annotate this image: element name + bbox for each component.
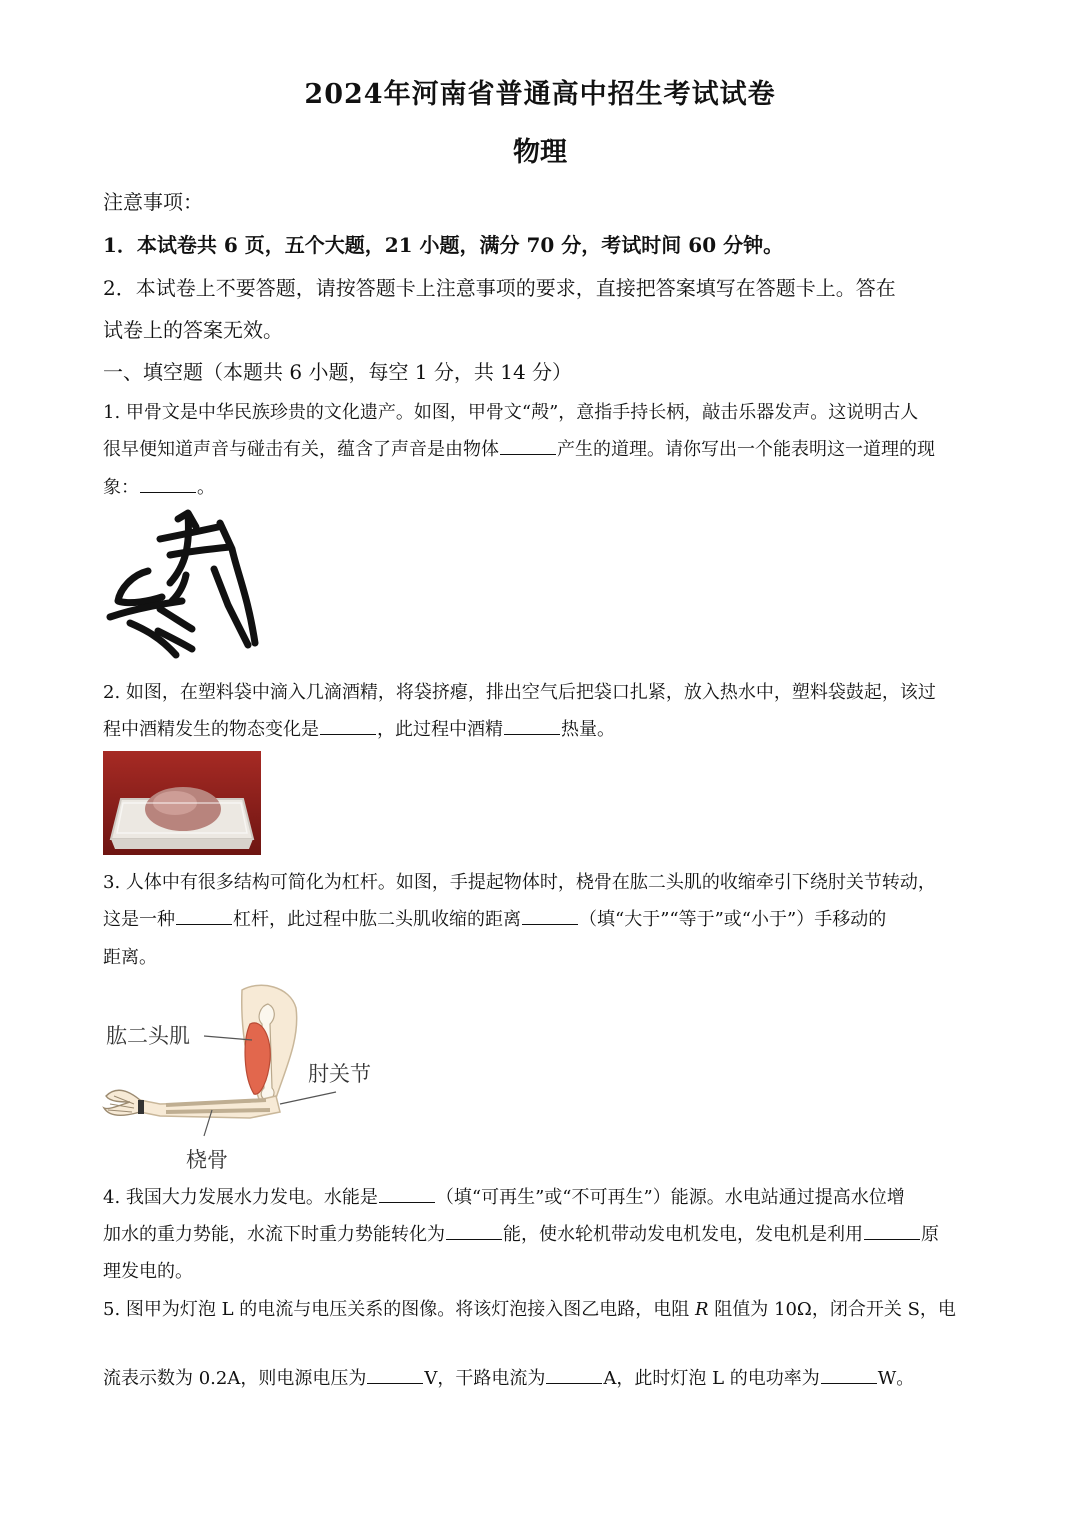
q5-blank-2[interactable] bbox=[546, 1367, 602, 1384]
q4-blank-1[interactable] bbox=[379, 1186, 435, 1203]
q3-text-b: 杠杆，此过程中肱二头肌收缩的距离 bbox=[233, 909, 521, 930]
notes-heading: 注意事项： bbox=[103, 190, 203, 214]
q4-line-3: 理发电的。 bbox=[103, 1261, 193, 1282]
exam-title: 2024年河南省普通高中招生考试试卷 bbox=[304, 79, 776, 110]
q2-line-1: 2. 如图，在塑料袋中滴入几滴酒精，将袋挤瘪，排出空气后把袋口扎紧，放入热水中，塑料袋鼓起，该过 bbox=[103, 682, 936, 703]
q1-line-3 bbox=[103, 473, 215, 499]
q3-text-c: （填“大于”“等于”或“小于”）手移动的 bbox=[579, 909, 887, 930]
notes-item-1: 1．本试卷共 6 页，五个大题，21 小题，满分 70 分，考试时间 60 分钟。 bbox=[103, 233, 784, 257]
section-1-heading: 一、填空题（本题共 6 小题，每空 1 分，共 14 分） bbox=[103, 360, 573, 384]
q3-line-3: 距离。 bbox=[103, 947, 157, 968]
label-radius: 桡骨 bbox=[186, 1148, 228, 1172]
q1-text-d: 。 bbox=[197, 477, 215, 498]
q3-text-a: 这是一种 bbox=[103, 909, 175, 930]
q4-text-d: 能，使水轮机带动发电机发电，发电机是利用 bbox=[503, 1224, 863, 1245]
q2-blank-2[interactable] bbox=[504, 718, 560, 735]
q4-blank-2[interactable] bbox=[446, 1223, 502, 1240]
q4-text-c: 加水的重力势能，水流下时重力势能转化为 bbox=[103, 1224, 445, 1245]
q5-line-1 bbox=[103, 1295, 956, 1321]
q3-line-1: 3. 人体中有很多结构可简化为杠杆。如图，手提起物体时，桡骨在肱二头肌的收缩牵引下绕肘关节转动， bbox=[103, 872, 936, 893]
notes-item-2b: 试卷上的答案无效。 bbox=[103, 318, 283, 342]
q1-text-a: 很早便知道声音与碰击有关，蕴含了声音是由物体 bbox=[103, 439, 499, 460]
plastic-bag-tray-photo bbox=[103, 751, 261, 855]
q1-line-2 bbox=[103, 435, 935, 461]
exam-subject: 物理 bbox=[513, 137, 567, 168]
q5-text-f: W。 bbox=[877, 1368, 915, 1389]
q1-text-c: 象： bbox=[103, 477, 139, 498]
q2-line-2 bbox=[103, 715, 615, 741]
q1-text-b: 产生的道理。请你写出一个能表明这一道理的现 bbox=[557, 439, 935, 460]
q5-line-2 bbox=[103, 1364, 914, 1390]
q5-text-a: 5. 图甲为灯泡 L 的电流与电压关系的图像。将该灯泡接入图乙电路，电阻 bbox=[103, 1299, 696, 1320]
q4-line-1 bbox=[103, 1183, 905, 1209]
q5-blank-3[interactable] bbox=[821, 1367, 877, 1384]
q1-blank-2[interactable] bbox=[140, 476, 196, 493]
q4-blank-3[interactable] bbox=[864, 1223, 920, 1240]
q3-blank-2[interactable] bbox=[522, 908, 578, 925]
q5-text-d: V，干路电流为 bbox=[424, 1368, 546, 1389]
q2-text-b: ，此过程中酒精 bbox=[377, 719, 503, 740]
q3-line-2 bbox=[103, 905, 886, 931]
q4-text-e: 原 bbox=[921, 1224, 939, 1245]
oracle-bone-character-image bbox=[100, 505, 270, 665]
label-biceps: 肱二头肌 bbox=[106, 1024, 190, 1048]
q5-text-b: 阻值为 10Ω，闭合开关 S，电 bbox=[708, 1299, 956, 1320]
q1-blank-1[interactable] bbox=[500, 438, 556, 455]
q1-line-1: 1. 甲骨文是中华民族珍贵的文化遗产。如图，甲骨文“殸”，意指手持长柄，敲击乐器发声。这说明古人 bbox=[103, 402, 919, 423]
q4-text-a: 4. 我国大力发展水力发电。水能是 bbox=[103, 1187, 378, 1208]
q4-line-2 bbox=[103, 1220, 939, 1246]
q4-text-b: （填“可再生”或“不可再生”）能源。水电站通过提高水位增 bbox=[435, 1187, 905, 1208]
q5-text-e: A，此时灯泡 L 的电功率为 bbox=[603, 1368, 820, 1389]
label-elbow-joint: 肘关节 bbox=[308, 1062, 371, 1086]
q2-text-c: 热量。 bbox=[561, 719, 615, 740]
q2-text-a: 程中酒精发生的物态变化是 bbox=[103, 719, 319, 740]
q5-text-c: 流表示数为 0.2A，则电源电压为 bbox=[103, 1368, 367, 1389]
q3-blank-1[interactable] bbox=[176, 908, 232, 925]
q2-blank-1[interactable] bbox=[320, 718, 376, 735]
notes-item-2a: 2．本试卷上不要答题，请按答题卡上注意事项的要求，直接把答案填写在答题卡上。答在 bbox=[103, 276, 896, 300]
q5-blank-1[interactable] bbox=[367, 1367, 423, 1384]
q5-resistor-symbol: R bbox=[695, 1299, 709, 1320]
